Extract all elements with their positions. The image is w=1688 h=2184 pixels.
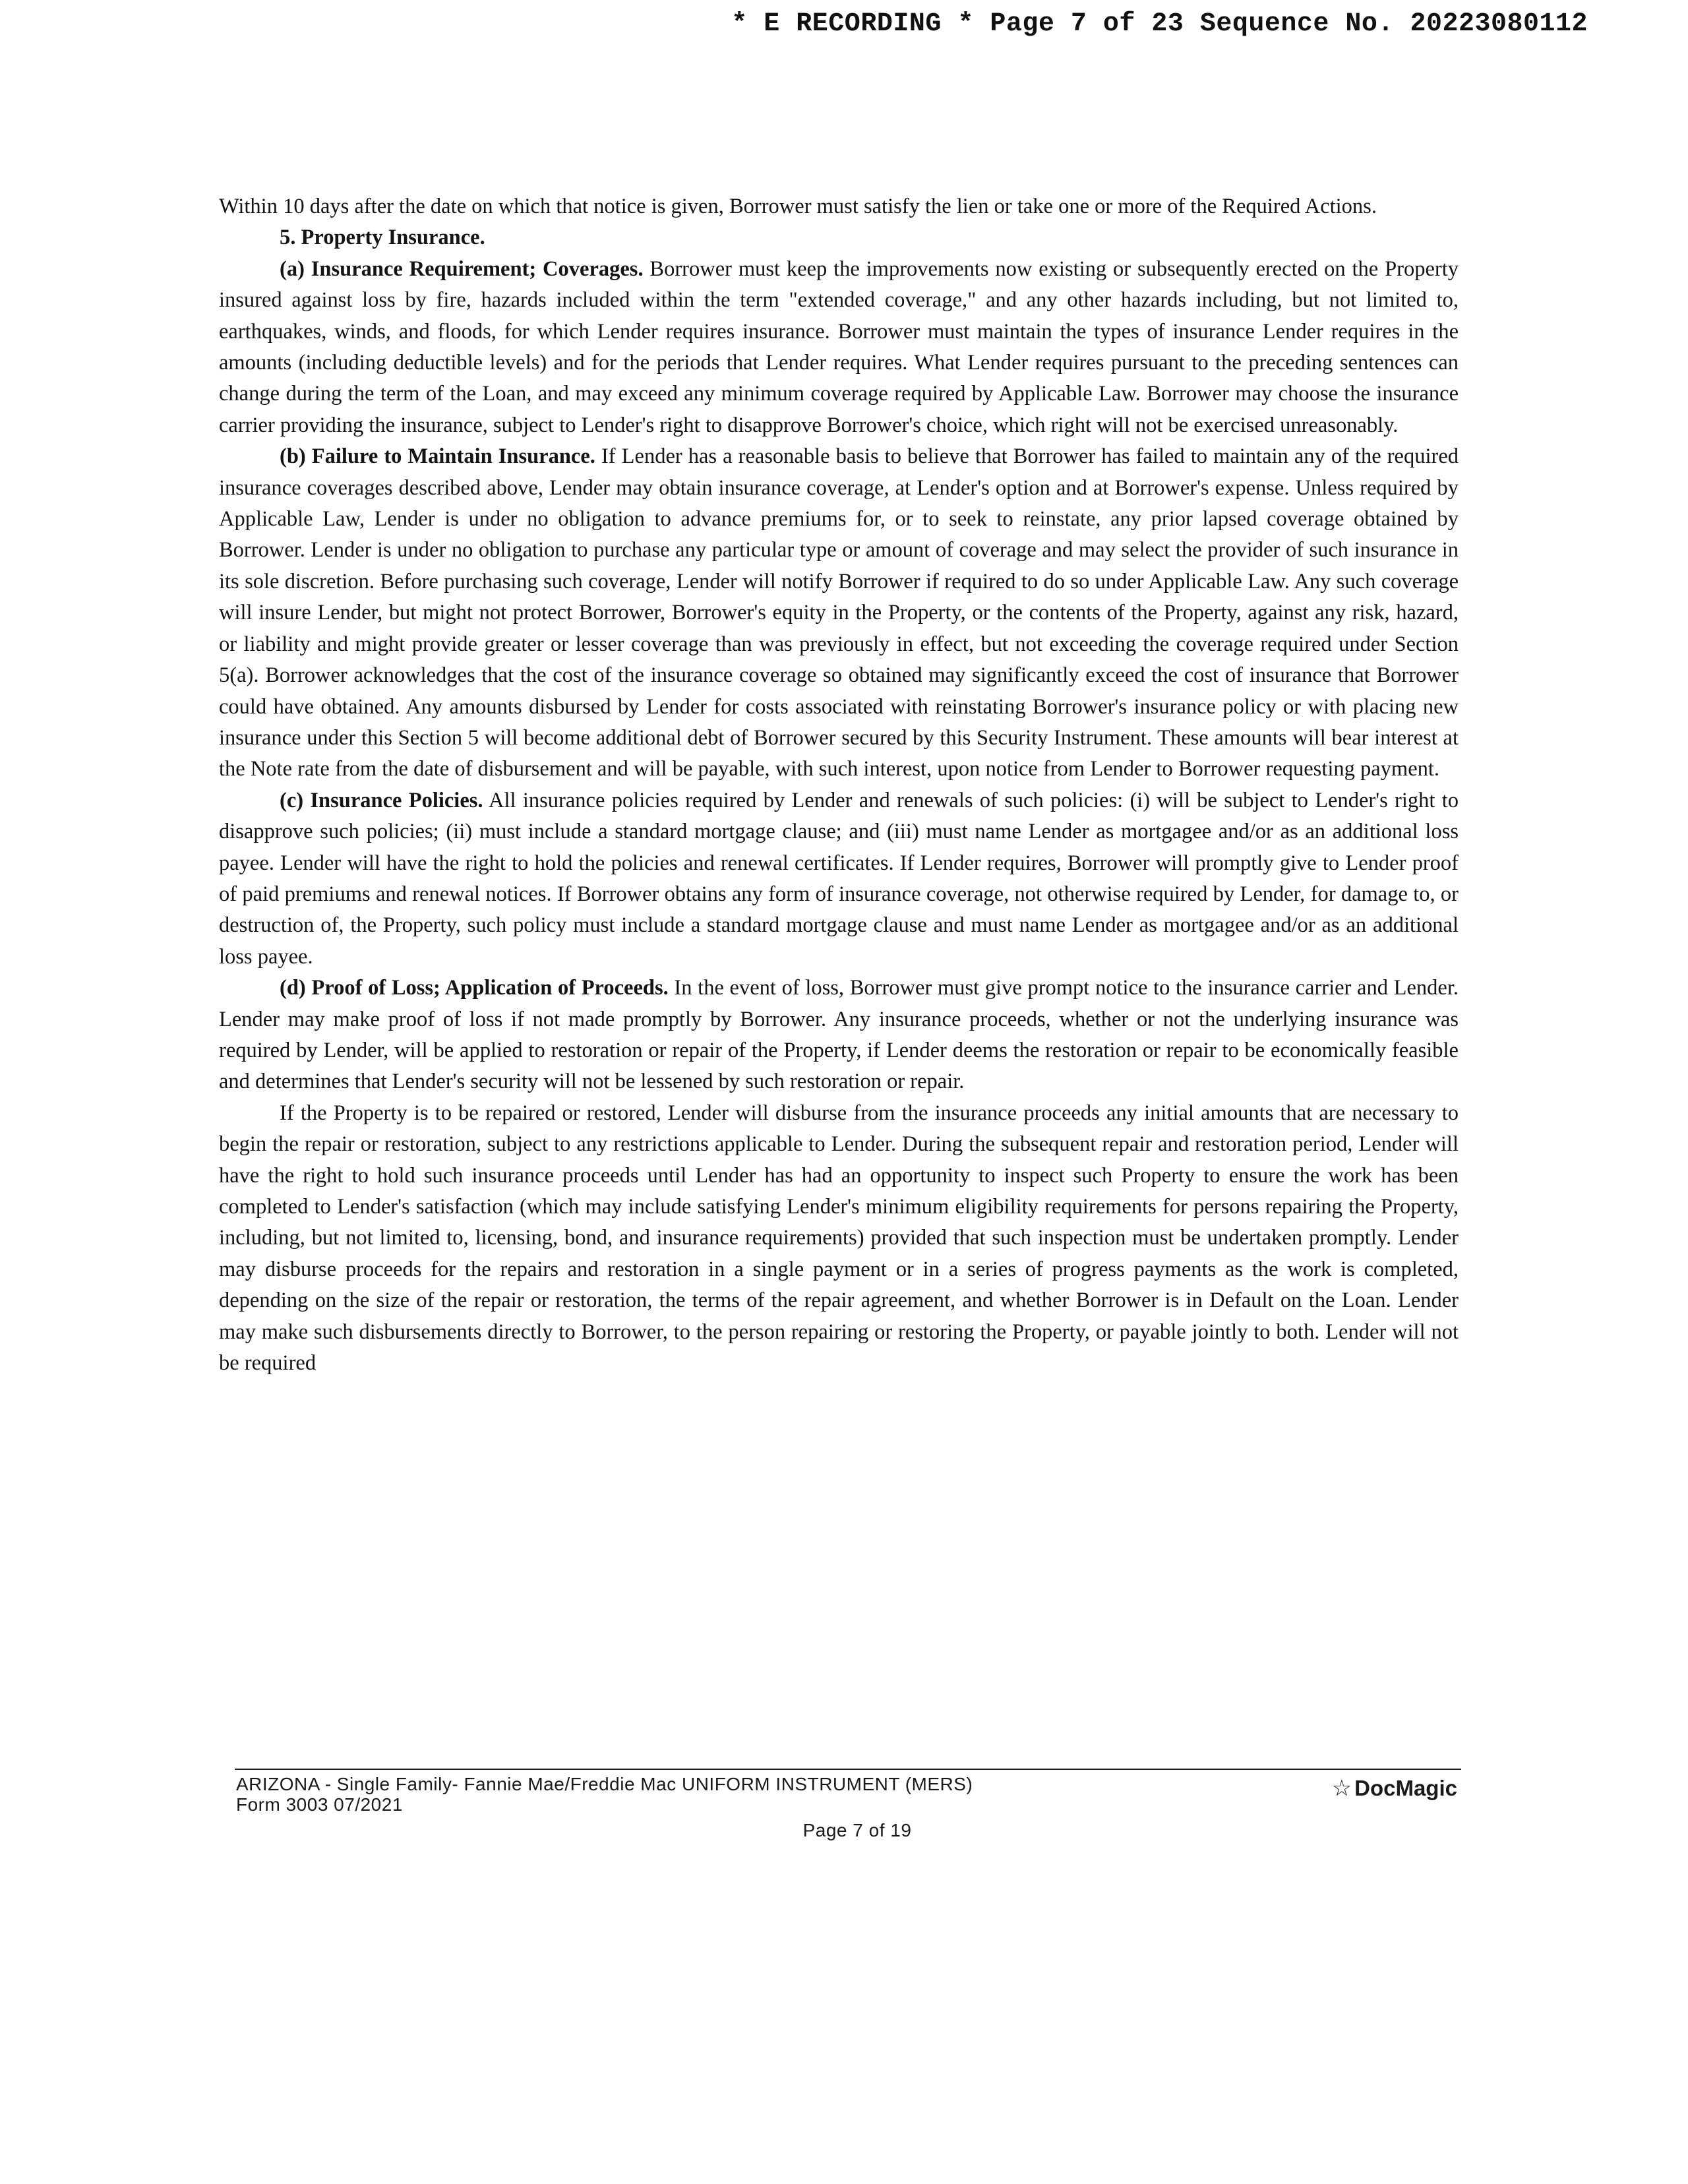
- paragraph-proof-of-loss: [219, 973, 1459, 1098]
- docmagic-logo: [1332, 1775, 1457, 1802]
- footer-divider: [235, 1769, 1461, 1770]
- subsection-label: (b) Failure to Maintain Insurance.: [280, 444, 595, 469]
- subsection-label: (a) Insurance Requirement; Coverages.: [280, 257, 644, 281]
- continuation-paragraph: Within 10 days after the date on which that notice is given, Borrower must satisfy the lien or take one or more of the Required Actions.: [219, 195, 1377, 218]
- section-heading: 5. Property Insurance.: [280, 226, 485, 250]
- paragraph-repair-restoration: If the Property is to be repaired or restored, Lender will disburse from the insurance proceeds any initial amounts that are necessary to begin the repair or restoration, subject to any restrictions applicable to Lender. During the subsequent repair and restoration period, Lender will have the right to hold such insurance proceeds until Lender has had an opportunity to inspect such Property to ensure the work has been completed to Lender's satisfaction (which may include satisfying Lender's minimum eligibility requirements for persons repairing the Property, including, but not limited to, licensing, bond, and insurance requirements) provided that such inspection must be undertaken promptly. Lender may disburse proceeds for the repairs and restoration in a single payment or in a series of progress payments as the work is completed, depending on the size of the repair or restoration, the terms of the repair agreement, and whether Borrower is in Default on the Loan. Lender may make such disbursements directly to Borrower, to the person repairing or restoring the Property, or payable jointly to both. Lender will not be required: [219, 1101, 1459, 1376]
- footer-page-number: [0, 1820, 1688, 1841]
- document-body: [219, 191, 1459, 1379]
- page-label: Page 7 of 19: [802, 1820, 912, 1840]
- subsection-label: (c) Insurance Policies.: [280, 788, 483, 812]
- brand-name: DocMagic: [1354, 1776, 1457, 1800]
- paragraph-text: If Lender has a reasonable basis to believe that Borrower has failed to maintain any of the required insurance coverages described above, Lender may obtain insurance coverage, at Lender's option and at Borrower's expense. Unless required by Applicable Law, Lender is under no obligation to advance premiums for, or to seek to reinstate, any prior lapsed coverage obtained by Borrower. Lender is under no obligation to purchase any particular type or amount of coverage and may select the provider of such insurance in its sole discretion. Before purchasing such coverage, Lender will notify Borrower if required to do so under Applicable Law. Any such coverage will insure Lender, but might not protect Borrower, Borrower's equity in the Property, or the contents of the Property, against any risk, hazard, or liability and might provide greater or lesser coverage than was previously in effect, but not exceeding the coverage required under Section 5(a). Borrower acknowledges that the cost of the insurance coverage so obtained may significantly exceed the cost of insurance that Borrower could have obtained. Any amounts disbursed by Lender for costs associated with reinstating Borrower's insurance policy or with placing new insurance under this Section 5 will become additional debt of Borrower secured by this Security Instrument. These amounts will bear interest at the Note rate from the date of disbursement and will be payable, with such interest, upon notice from Lender to Borrower requesting payment.: [219, 444, 1459, 781]
- subsection-label: (d) Proof of Loss; Application of Proceeds.: [280, 976, 669, 1000]
- paragraph-insurance-policies: [219, 785, 1459, 973]
- form-title: ARIZONA - Single Family- Fannie Mae/Freddie Mac UNIFORM INSTRUMENT (MERS): [236, 1774, 973, 1794]
- star-icon: ☆: [1331, 1776, 1352, 1801]
- form-number: Form 3003 07/2021: [236, 1794, 403, 1815]
- recording-header: * E RECORDING * Page 7 of 23 Sequence No. 20223080112: [731, 9, 1588, 39]
- paragraph-text: Borrower must keep the improvements now existing or subsequently erected on the Property insured against loss by fire, hazards included within the term "extended coverage," and any other hazards including, but not limited to, earthquakes, winds, and floods, for which Lender requires insurance. Borrower must maintain the types of insurance Lender requires in the amounts (including deductible levels) and for the periods that Lender requires. What Lender requires pursuant to the preceding sentences can change during the term of the Loan, and may exceed any minimum coverage required by Applicable Law. Borrower may choose the insurance carrier providing the insurance, subject to Lender's right to disapprove Borrower's choice, which right will not be exercised unreasonably.: [219, 257, 1459, 437]
- footer-form-info: [236, 1774, 973, 1815]
- paragraph-failure-to-maintain: [219, 441, 1459, 785]
- paragraph-text: All insurance policies required by Lender and renewals of such policies: (i) will be subject to Lender's right to disapprove such policies; (ii) must include a standard mortgage clause; and (iii) must name Lender as mortgagee and/or as an additional loss payee. Lender will have the right to hold the policies and renewal certificates. If Lender requires, Borrower will promptly give to Lender proof of paid premiums and renewal notices. If Borrower obtains any form of insurance coverage, not otherwise required by Lender, for damage to, or destruction of, the Property, such policy must include a standard mortgage clause and must name Lender as mortgagee and/or as an additional loss payee.: [219, 788, 1459, 969]
- paragraph-insurance-requirement: [219, 254, 1459, 441]
- paragraph-text: In the event of loss, Borrower must give prompt notice to the insurance carrier and Lender. Lender may make proof of loss if not made promptly by Borrower. Any insurance proceeds, whether or not the underlying insurance was required by Lender, will be applied to restoration or repair of the Property, if Lender deems the restoration or repair to be economically feasible and determines that Lender's security will not be lessened by such restoration or repair.: [219, 976, 1459, 1094]
